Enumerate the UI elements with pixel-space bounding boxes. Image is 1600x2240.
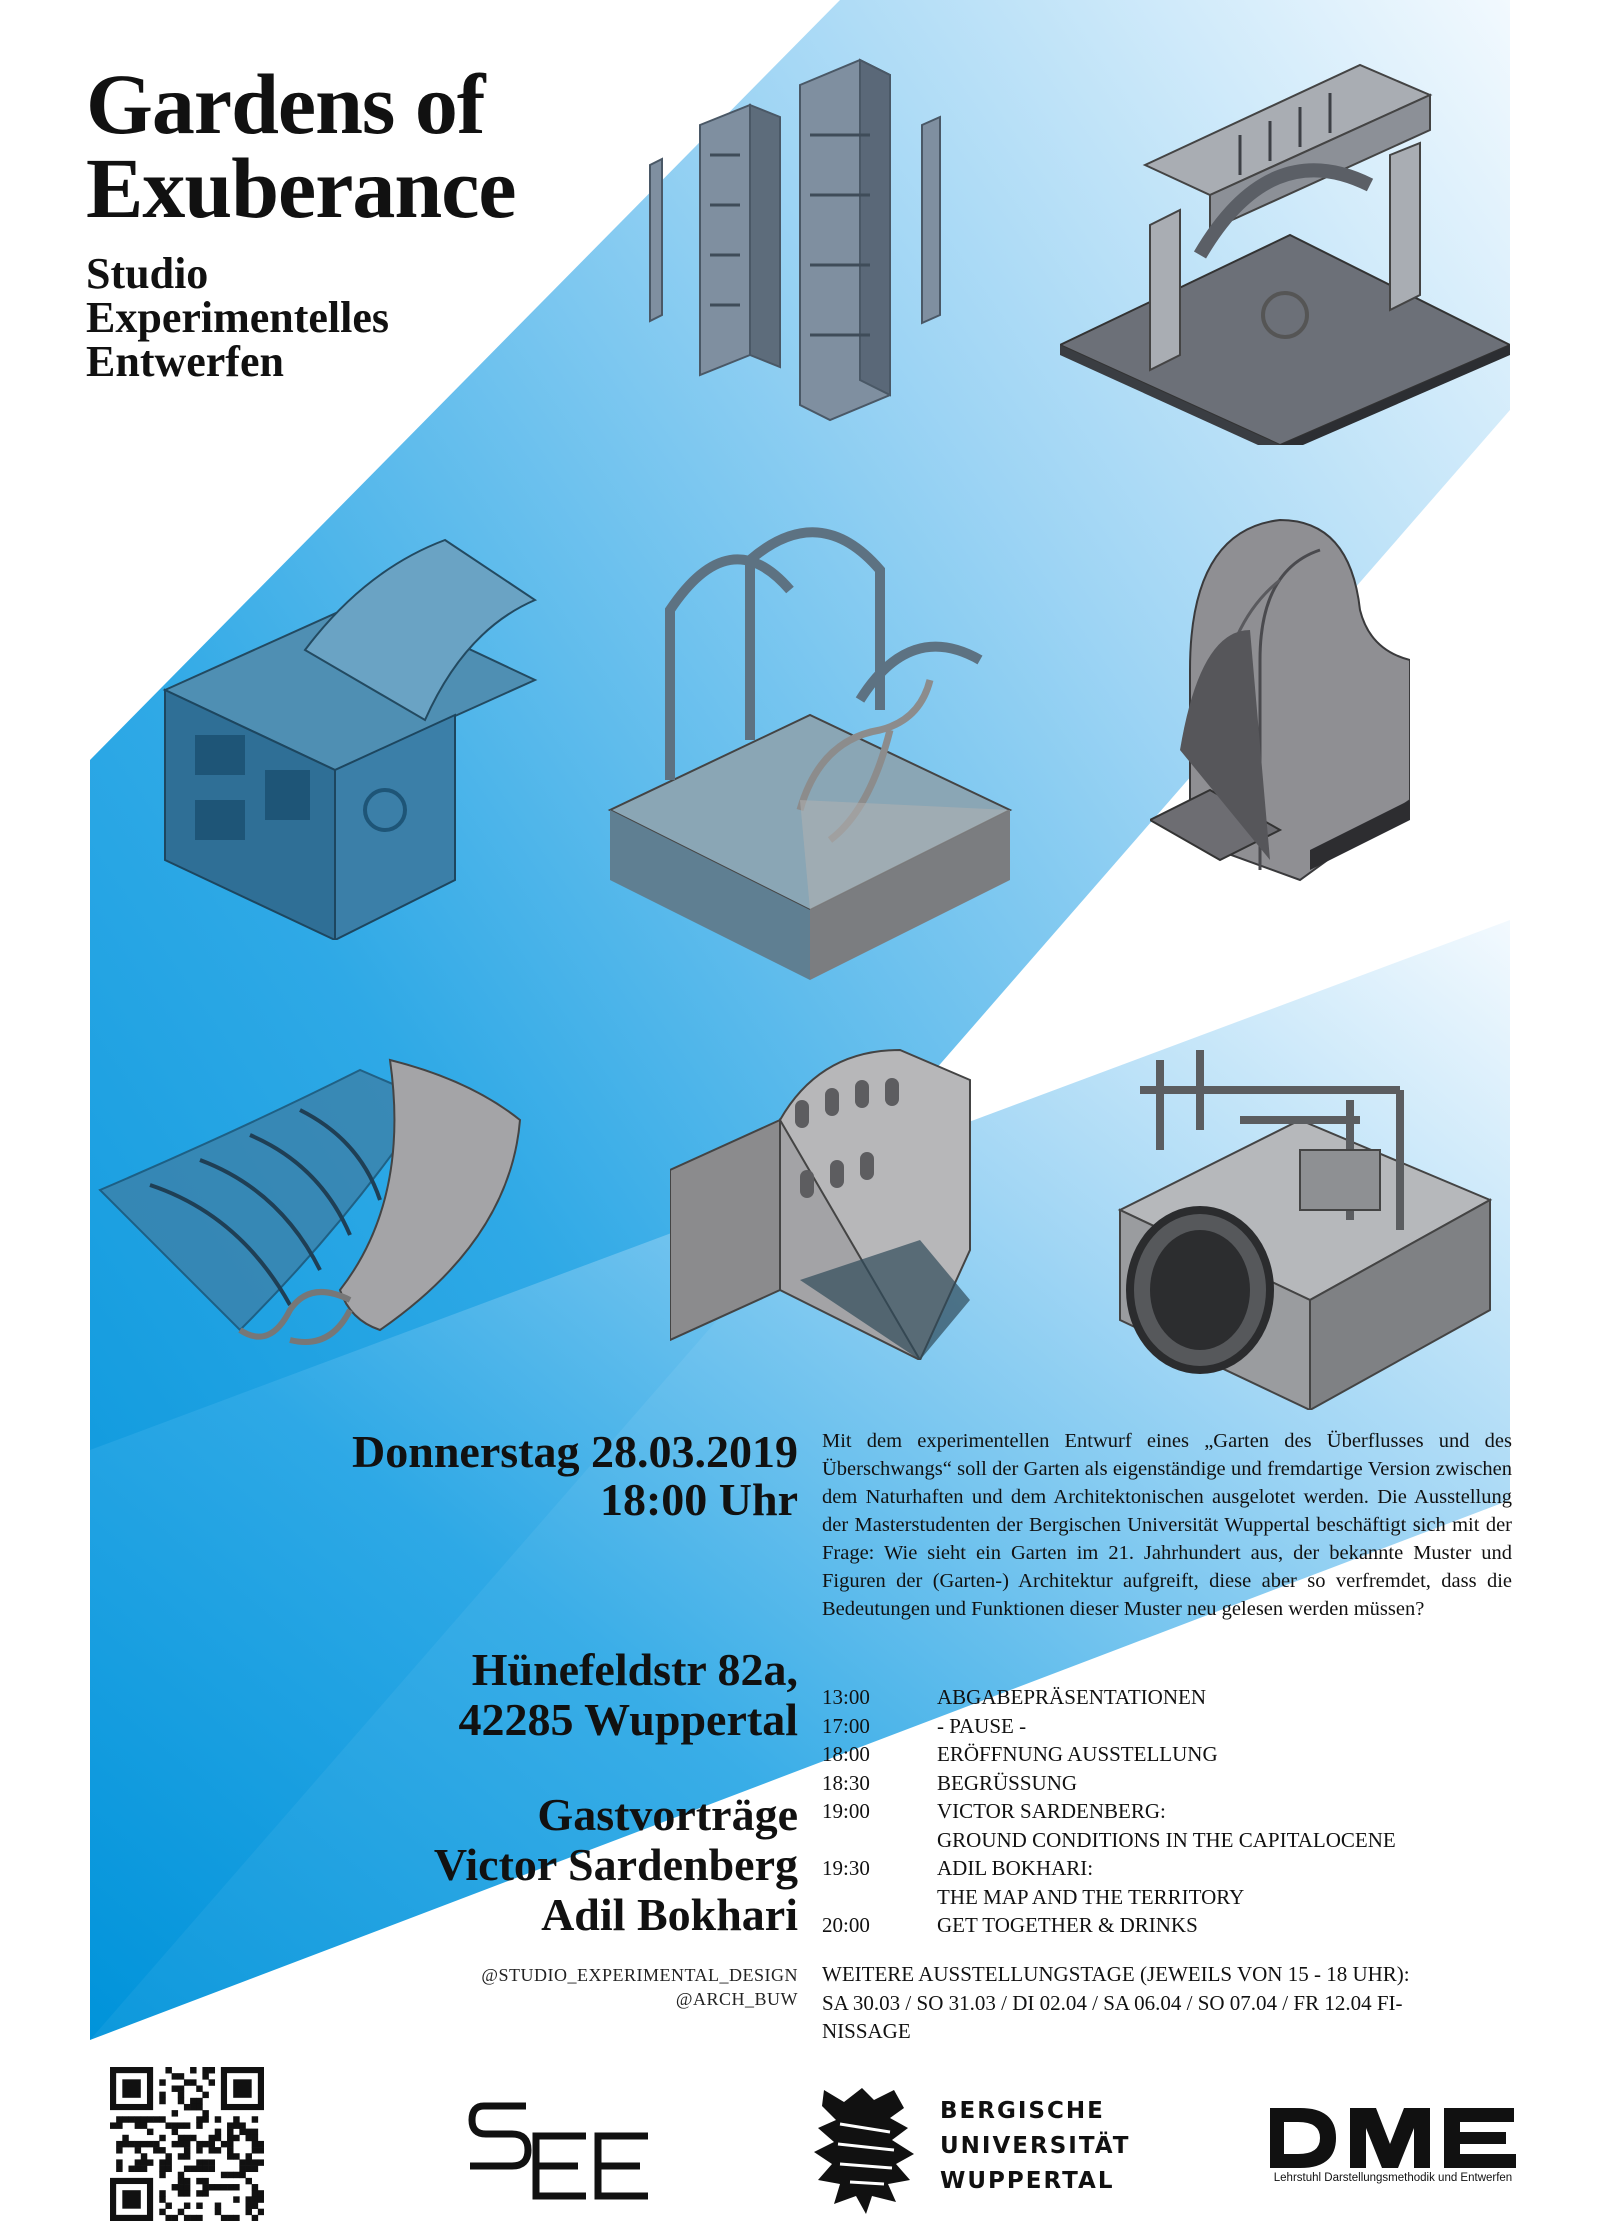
university-name (940, 2094, 1130, 2199)
model-curved-sculpture (1150, 510, 1410, 910)
dme-logo-icon (1266, 2104, 1520, 2172)
social-handles (481, 1963, 798, 2011)
schedule-row (822, 1911, 1522, 1940)
title-line-2: Exuberance (86, 140, 516, 236)
schedule-time: 17:00 (822, 1713, 870, 1738)
schedule-time (822, 1826, 937, 1855)
schedule-event: BEGRÜSSUNG (937, 1770, 1078, 1795)
schedule-time: 19:30 (822, 1856, 870, 1880)
handle-studio[interactable]: @STUDIO_EXPERIMENTAL_DESIGN (481, 1965, 798, 1985)
poster-subtitle (86, 249, 390, 386)
university-line-2: UNIVERSITÄT (940, 2133, 1131, 2159)
schedule-event: THE MAP AND THE TERRITORY (937, 1884, 1245, 1909)
model-fragmented-columns (640, 55, 960, 425)
schedule-time (822, 1883, 937, 1912)
university-line-1: BERGISCHE (940, 2098, 1105, 2124)
schedule-event: ERÖFFNUNG AUSSTELLUNG (937, 1742, 1218, 1766)
event-schedule (822, 1683, 1522, 1940)
event-datetime (352, 1428, 798, 1524)
schedule-event: - PAUSE - (937, 1713, 1027, 1738)
schedule-event: GET TOGETHER & DRINKS (937, 1913, 1198, 1937)
more-days-heading: WEITERE AUSSTELLUNGSTAGE (JEWEILS VON 15 - 18 UHR): (822, 1962, 1410, 1986)
schedule-time: 18:00 (822, 1742, 870, 1766)
schedule-time: 13:00 (822, 1685, 870, 1709)
university-line-3: WUPPERTAL (940, 2168, 1115, 2194)
schedule-row (822, 1797, 1522, 1826)
speaker-2: Adil Bokhari (541, 1889, 798, 1940)
schedule-event: VICTOR SARDENBERG: (937, 1799, 1166, 1823)
schedule-time: 18:30 (822, 1770, 870, 1795)
talks-heading: Gastvorträge (537, 1789, 798, 1840)
event-time: 18:00 Uhr (599, 1474, 798, 1525)
model-carved-block (155, 520, 545, 940)
schedule-row (822, 1683, 1522, 1712)
schedule-row (822, 1883, 1522, 1912)
event-date: Donnerstag 28.03.2019 (352, 1426, 798, 1477)
model-swooping-vault (90, 1040, 550, 1370)
handle-arch[interactable]: @ARCH_BUW (675, 1989, 798, 2009)
more-days-dates: SA 30.03 / SO 31.03 / DI 02.04 / SA 06.04 / SO 07.04 / FR 12.04 FI- (822, 1990, 1403, 2015)
schedule-event: ADIL BOKHARI: (937, 1856, 1094, 1880)
address-city: 42285 Wuppertal (458, 1694, 798, 1745)
schedule-time: 19:00 (822, 1799, 870, 1823)
poster-title (86, 56, 516, 236)
schedule-row (822, 1712, 1522, 1741)
title-line-1: Gardens of (86, 56, 485, 152)
schedule-row (822, 1826, 1522, 1855)
schedule-row (822, 1854, 1522, 1883)
qr-code-icon[interactable] (110, 2067, 264, 2221)
see-logo-icon (466, 2098, 652, 2204)
model-ornate-garden (600, 510, 1020, 980)
address-street: Hünefeldstr 82a, (471, 1644, 798, 1695)
model-colosseum-cube (670, 1040, 990, 1360)
model-gate-slab (1060, 55, 1510, 445)
schedule-time: 20:00 (822, 1913, 870, 1937)
subtitle-line-3: Entwerfen (86, 337, 284, 386)
schedule-row (822, 1740, 1522, 1769)
speaker-1: Victor Sardenberg (433, 1839, 798, 1890)
subtitle-line-2: Experimentelles (86, 293, 390, 342)
exhibition-description: Mit dem experimentellen Entwurf eines „Garten des Überflusses und des Überschwangs“ soll der Garten als eigenständige und fremdartige Version zwischen dem Naturhaften und dem Architektonischen ausgelotet werden. Die Ausstellung der Masterstudenten der Bergischen Universität Wuppertal beschäftigt sich mit der Frage: Wie sieht ein Garten im 21. Jahrhundert aus, der bekannte Muster und Figuren der (Garten-) Architektur aufgreift, diese aber so verfremdet, dass die Bedeutungen und Funktionen dieser Muster neu gelesen werden müssen? (822, 1430, 1512, 1620)
event-address (458, 1645, 798, 1745)
schedule-event: ABGABEPRÄSENTATIONEN (937, 1685, 1206, 1709)
dme-subtitle: Lehrstuhl Darstellungsmethodik und Entwerfen (1273, 2172, 1513, 2184)
further-exhibition-days (822, 1960, 1512, 2046)
subtitle-line-1: Studio (86, 249, 209, 298)
guest-talks (434, 1790, 798, 1940)
schedule-row (822, 1769, 1522, 1798)
more-days-dates-end: NISSAGE (822, 2019, 911, 2043)
lion-crest-icon (810, 2084, 922, 2218)
schedule-event: GROUND CONDITIONS IN THE CAPITALOCENE (937, 1827, 1396, 1852)
model-machine-portal (1100, 1030, 1500, 1410)
